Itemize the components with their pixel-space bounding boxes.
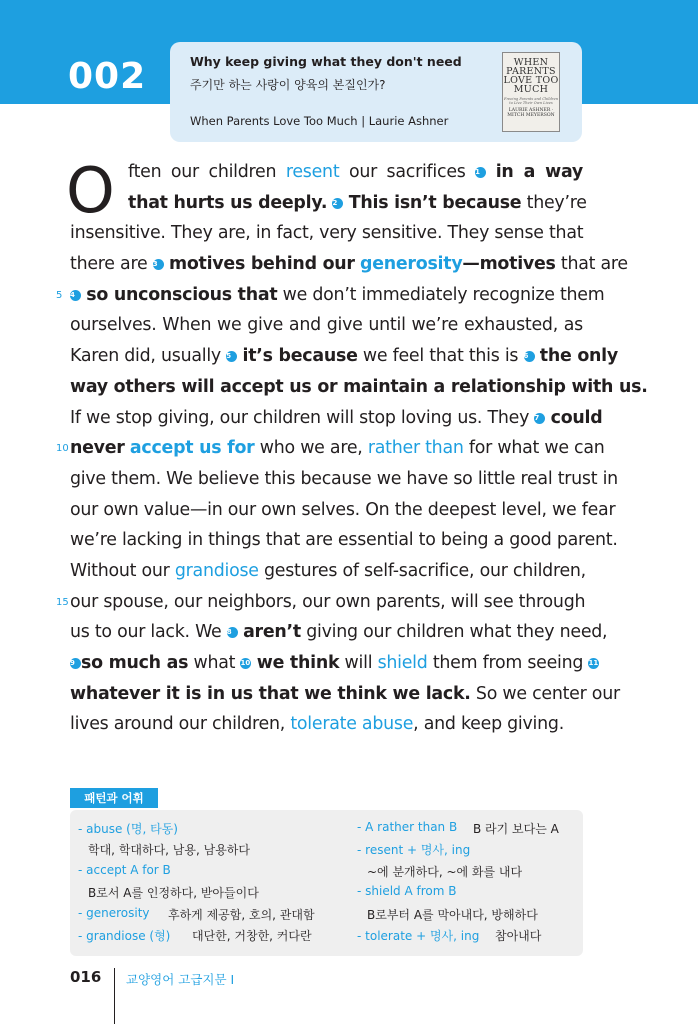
vocab-tag: 패턴과 어휘 (70, 788, 158, 808)
sentence-marker: 10 (240, 659, 251, 667)
emphasis-text: it’s because (242, 346, 358, 367)
sentence-marker: 2 (332, 198, 343, 209)
vocab-term: - accept A for B (78, 863, 171, 877)
vocab-definition: 학대, 학대하다, 남용, 남용하다 (88, 843, 250, 857)
emphasis-text: way others will accept us or maintain a relationship with us. (70, 376, 648, 397)
book-cover-authors: LAURIE ASHNER · MITCH MEYERSON (507, 108, 555, 118)
passage-line: Karen did, usually 5 it’s because we feel that this is 6 the only (70, 346, 618, 367)
vocab-highlight: rather than (367, 438, 464, 459)
passage-line: If we stop giving, our children will stop loving us. They 7 could (70, 407, 603, 428)
sentence-marker: 3 (153, 259, 164, 270)
emphasis-text: so much as (81, 653, 189, 673)
vocab-definition: 후하게 제공함, 호의, 관대함 (168, 908, 315, 922)
line-number: 10 (56, 443, 69, 454)
emphasis-text: that hurts us deeply. (128, 192, 328, 213)
vocab-definition: ~에 분개하다, ~에 화를 내다 (367, 865, 523, 879)
vocab-highlight: shield (377, 653, 428, 673)
vocab-definition: B로부터 A를 막아내다, 방해하다 (367, 908, 538, 922)
book-cover-image (502, 52, 560, 132)
book-cover-title: WHEN PARENTS LOVE TOO MUCH (503, 57, 559, 95)
vocab-term: - abuse (명, 타동) (78, 822, 178, 836)
passage-line: never accept us for who we are, rather than for what we can (70, 438, 605, 459)
book-title: 교양영어 고급지문 I (126, 972, 235, 987)
passage-source: When Parents Love Too Much | Laurie Ashner (190, 114, 449, 128)
sentence-marker: 11 (588, 659, 599, 667)
passage-line: 9 so much as what 10 we think will shield them from seeing 11 (70, 653, 599, 673)
passage-subtitle: 주기만 하는 사랑이 양육의 본질인가? (190, 78, 386, 92)
source-info-box (170, 42, 582, 142)
vocab-term: - A rather than B (357, 820, 458, 834)
passage-line: ourselves. When we give and give until we’re exhausted, as (70, 315, 583, 336)
emphasis-text: This isn’t because (348, 192, 522, 213)
passage-line: lives around our children, tolerate abuse, and keep giving. (70, 714, 564, 735)
emphasis-text: aren’t (243, 622, 301, 643)
passage-title: Why keep giving what they don't need (190, 54, 462, 69)
passage-line: ften our children resent our sacrifices 1 in a way (128, 162, 584, 182)
passage-line: insensitive. They are, in fact, very sensitive. They sense that (70, 223, 584, 244)
vocab-highlight: accept us for (129, 438, 255, 459)
sentence-marker: 8 (227, 627, 238, 638)
vocab-highlight: resent (285, 162, 340, 182)
vocab-term: - shield A from B (357, 884, 457, 898)
sentence-marker: 5 (226, 351, 237, 362)
passage-line: that hurts us deeply. 2 This isn’t because they’re (128, 192, 587, 213)
vocab-definition: B로서 A를 인정하다, 받아들이다 (88, 886, 259, 900)
vocab-highlight: grandiose (174, 560, 259, 581)
vocab-definition: 참아내다 (495, 929, 542, 943)
emphasis-text: motives behind our (168, 254, 355, 275)
page-number: 016 (70, 968, 102, 986)
passage-line (70, 372, 648, 403)
emphasis-text: —motives (462, 254, 556, 275)
emphasis-text: so unconscious that (86, 284, 278, 305)
emphasis-text: in a way (495, 162, 584, 182)
emphasis-text: could (550, 407, 603, 428)
vocab-term: - grandiose (형) (78, 929, 171, 943)
sentence-marker: 9 (70, 658, 81, 669)
passage-line: give them. We believe this because we have so little real trust in (70, 468, 618, 489)
sentence-marker: 4 (70, 290, 81, 301)
vocab-highlight: generosity (360, 254, 463, 275)
line-number: 5 (56, 290, 63, 301)
vocab-definition: B 라기 보다는 A (473, 822, 559, 836)
book-cover-tagline: Freeing Parents and Children to Live Their Own Lives (503, 97, 559, 105)
passage-line: 4 so unconscious that we don’t immediately recognize them (70, 284, 605, 305)
drop-cap: O (66, 154, 115, 227)
passage-line: we’re lacking in things that are essential to being a good parent. (70, 530, 618, 551)
line-number: 15 (56, 597, 69, 608)
passage-line: us to our lack. We 8 aren’t giving our children what they need, (70, 622, 608, 643)
vocab-definition: 대단한, 거창한, 커다란 (192, 929, 312, 943)
passage-line: Without our grandiose gestures of self-sacrifice, our children, (70, 560, 586, 581)
lesson-number: 002 (68, 56, 147, 97)
passage-body (66, 154, 648, 740)
emphasis-text: whatever it is in us that we think we lack. (70, 683, 471, 704)
passage-line: our spouse, our neighbors, our own parents, will see through (70, 591, 586, 612)
passage-line: our own value—in our own selves. On the deepest level, we fear (70, 499, 616, 520)
vocab-term: - resent + 명사, ing (357, 843, 471, 857)
sentence-marker: 1 (475, 167, 486, 178)
sentence-marker: 6 (524, 351, 535, 362)
sentence-marker: 7 (534, 413, 545, 424)
emphasis-text: the only (539, 346, 618, 367)
emphasis-text: never (70, 438, 125, 459)
vocab-box (70, 810, 583, 956)
footer-divider (114, 968, 115, 1024)
vocab-term: - tolerate + 명사, ing (357, 929, 480, 943)
vocab-highlight: tolerate abuse (290, 714, 414, 735)
vocab-term: - generosity (78, 906, 150, 920)
passage-line: whatever it is in us that we think we lack. So we center our (70, 683, 620, 704)
emphasis-text: we think (256, 653, 340, 673)
passage-line: there are 3 motives behind our generosity—motives that are (70, 254, 628, 275)
